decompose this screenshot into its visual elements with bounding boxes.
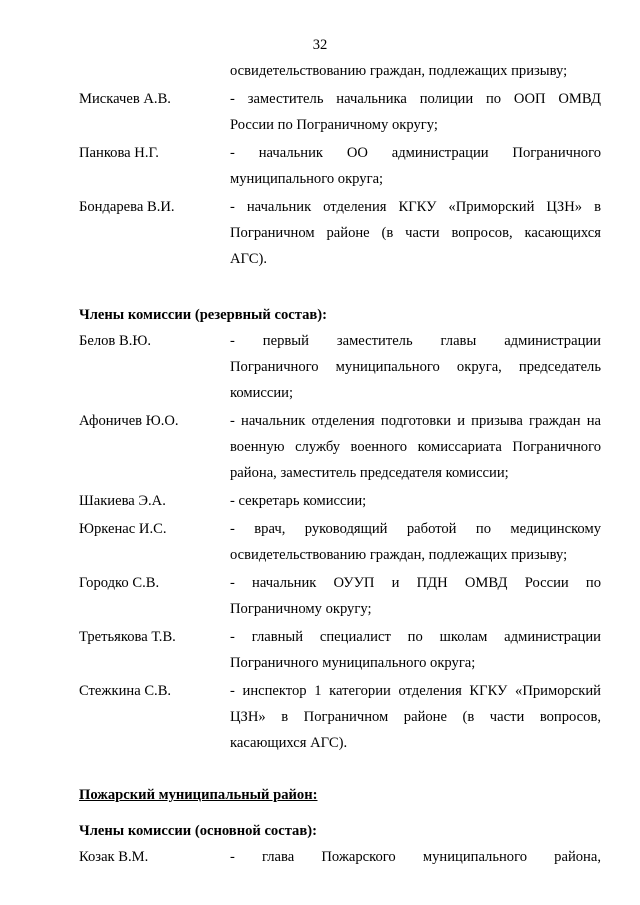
- member-entry: [79, 488, 601, 514]
- member-entry: [79, 678, 601, 756]
- member-role: [230, 678, 601, 756]
- member-role: [230, 328, 601, 406]
- description-line: АГС).: [230, 251, 268, 267]
- description-line: России по Пограничному округу;: [230, 117, 438, 133]
- member-entry: [79, 624, 601, 676]
- description-line: касающихся АГС).: [230, 735, 348, 751]
- description-line: ЦЗН» в Пограничном районе (в части вопросов,: [230, 709, 601, 725]
- member-name: Белов В.Ю.: [79, 333, 152, 349]
- description-line: - начальник ОУУП и ПДН ОМВД России по: [230, 575, 601, 591]
- description-line: Пограничного муниципального округа;: [230, 655, 476, 671]
- description-line: освидетельствованию граждан, подлежащих призыву;: [230, 63, 568, 79]
- member-entry: [79, 516, 601, 568]
- member-name: Козак В.М.: [79, 849, 149, 865]
- description-line: - заместитель начальника полиции по ООП ОМВД: [230, 91, 601, 107]
- description-line: Пограничному округу;: [230, 601, 372, 617]
- description-line: - секретарь комиссии;: [230, 493, 367, 509]
- member-role: [230, 140, 601, 192]
- member-role: [230, 194, 601, 272]
- member-entry: [79, 194, 601, 272]
- description-line: Пограничного муниципального округа, председатель: [230, 359, 601, 375]
- member-entry: [79, 844, 601, 870]
- description-line: - начальник ОО администрации Пограничного: [230, 145, 601, 161]
- description-line: района, заместитель председателя комиссии;: [230, 465, 509, 481]
- member-name: Юркенас И.С.: [79, 521, 167, 537]
- description-line: Пограничном районе (в части вопросов, касающихся: [230, 225, 601, 241]
- description-line: - главный специалист по школам администрации: [230, 629, 601, 645]
- description-line: - первый заместитель главы администрации: [230, 333, 601, 349]
- section-heading-main: Члены комиссии (основной состав):: [79, 823, 317, 839]
- description-line: муниципального округа;: [230, 171, 384, 187]
- member-entry: [79, 570, 601, 622]
- member-role: [230, 488, 601, 514]
- member-name: Стежкина С.В.: [79, 683, 172, 699]
- description-line: - глава Пожарского муниципального района,: [230, 849, 601, 865]
- description-line: комиссии;: [230, 385, 294, 401]
- description-line: - начальник отделения подготовки и призыва граждан на: [230, 413, 601, 429]
- member-name: Афоничев Ю.О.: [79, 413, 179, 429]
- member-name: Третьякова Т.В.: [79, 629, 176, 645]
- entry-description: [230, 58, 601, 84]
- description-line: - начальник отделения КГКУ «Приморский ЦЗН» в: [230, 199, 601, 215]
- member-entry: [79, 328, 601, 406]
- member-role: [230, 570, 601, 622]
- description-line: освидетельствованию граждан, подлежащих призыву;: [230, 547, 568, 563]
- member-name: Шакиева Э.А.: [79, 493, 166, 509]
- member-entry: [79, 140, 601, 192]
- member-role: [230, 516, 601, 568]
- section-heading-reserve: Члены комиссии (резервный состав):: [79, 307, 327, 323]
- member-role: [230, 408, 601, 486]
- description-line: - врач, руководящий работой по медицинскому: [230, 521, 601, 537]
- member-entry: [79, 86, 601, 138]
- member-name: Панкова Н.Г.: [79, 145, 159, 161]
- description-line: военную службу военного комиссариата Пограничного: [230, 439, 601, 455]
- description-line: - инспектор 1 категории отделения КГКУ «Приморский: [230, 683, 601, 699]
- member-name: Бондарева В.И.: [79, 199, 175, 215]
- member-role: [230, 86, 601, 138]
- member-entry: [79, 408, 601, 486]
- member-role: [230, 624, 601, 676]
- section-heading-district: Пожарский муниципальный район:: [79, 787, 318, 803]
- member-name: Мискачев А.В.: [79, 91, 171, 107]
- document-body: [79, 58, 601, 870]
- page-number: 32: [312, 37, 328, 53]
- member-role: [230, 844, 601, 870]
- continuation-entry: [79, 58, 601, 84]
- member-name: Городко С.В.: [79, 575, 160, 591]
